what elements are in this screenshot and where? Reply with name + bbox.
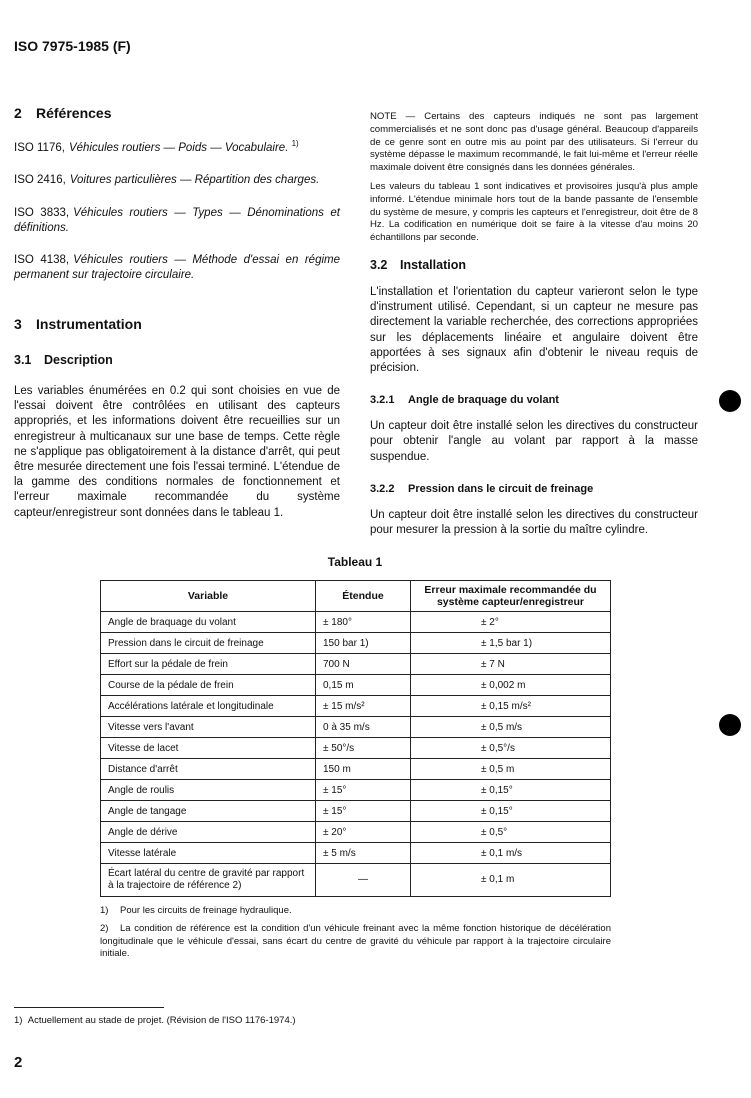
table-cell: —: [316, 864, 411, 897]
table-cell: Angle de braquage du volant: [101, 612, 316, 633]
section-3-2-1-heading: 3.2.1 Angle de braquage du volant: [370, 394, 559, 407]
table-cell: ± 0,5°: [411, 822, 611, 843]
table-row: [101, 633, 611, 654]
table-header-row: [101, 581, 611, 612]
document-id: ISO 7975-1985 (F): [14, 38, 131, 54]
table-row: [101, 801, 611, 822]
table-cell: ± 0,15 m/s²: [411, 696, 611, 717]
section-3-2-2-text: Un capteur doit être installé selon les directives du constructeur pour mesurer la pression à la sortie du maître cylindre.: [370, 508, 698, 536]
footnote-marker: 1): [291, 139, 299, 149]
table-cell: 0,15 m: [316, 675, 411, 696]
reference-iso-1176: ISO 1176, Véhicules routiers — Poids — Vocabulaire. $^{1)}$: [14, 139, 299, 154]
section-3-title: Instrumentation: [36, 316, 142, 332]
table-row: [101, 738, 611, 759]
table-row: [101, 717, 611, 738]
left-column: [14, 105, 340, 521]
table-title: Tableau 1: [327, 555, 383, 569]
section-3-2-1-text: Un capteur doit être installé selon les directives du constructeur pour obtenir l'angle au volant par rapport à la masse suspendue.: [370, 420, 698, 463]
section-2-number: 2: [14, 105, 22, 121]
table-cell: ± 0,5 m/s: [411, 717, 611, 738]
table-cell: 700 N: [316, 654, 411, 675]
table-cell: ± 7 N: [411, 654, 611, 675]
table-cell: Effort sur la pédale de frein: [101, 654, 316, 675]
data-table: [100, 580, 611, 897]
column-header: Variable: [101, 581, 316, 612]
reference-iso-2416: ISO 2416, Voitures particulières — Répartition des charges.: [14, 174, 320, 186]
section-3-2-text: L'installation et l'orientation du capteur varieront selon le type d'instrument utilisé. Cependant, si un capteur ne mesure pas directement la variable recherchée, des corrections appropriées sur les déplacements linéaire et angulaire doivent être apportées à ses signaux afin d'obtenir le niveau requis de précision.: [370, 285, 698, 374]
table-row: [101, 780, 611, 801]
table-cell: Accélérations latérale et longitudinale: [101, 696, 316, 717]
punch-hole-dot: [719, 714, 741, 736]
table-cell: Pression dans le circuit de freinage: [101, 633, 316, 654]
table-cell: ± 5 m/s: [316, 843, 411, 864]
table-cell: Angle de roulis: [101, 780, 316, 801]
table-note-1: 1) Pour les circuits de freinage hydraulique.: [100, 905, 292, 916]
table-cell: Vitesse latérale: [101, 843, 316, 864]
table-cell: 150 bar 1): [316, 633, 411, 654]
table-cell: Vitesse de lacet: [101, 738, 316, 759]
section-2-title: Références: [36, 105, 112, 121]
table-row: [101, 843, 611, 864]
table-cell: ± 20°: [316, 822, 411, 843]
table-row: [101, 822, 611, 843]
right-column: [370, 111, 698, 538]
table-cell: 0 à 35 m/s: [316, 717, 411, 738]
table-cell: ± 15°: [316, 801, 411, 822]
section-3-2-2-heading: 3.2.2 Pression dans le circuit de freinage: [370, 482, 594, 495]
reference-iso-3833: ISO 3833, Véhicules routiers — Types — Dénominations et définitions.: [14, 207, 340, 234]
table-cell: ± 0,15°: [411, 801, 611, 822]
table-cell: ± 15 m/s²: [316, 696, 411, 717]
table-row: [101, 675, 611, 696]
table-note-2: 2) La condition de référence est la condition d'un véhicule freinant avec la même fonction historique de décélération longitudinale que le véhicule d'essai, sans écart du centre de gravité du véhicule par rapport à la trajectoire circulaire initiale.: [100, 923, 611, 959]
table-cell: Course de la pédale de frein: [101, 675, 316, 696]
section-3-heading: 3 Instrumentation: [14, 316, 142, 332]
punch-hole-dot: [719, 390, 741, 412]
table-cell: Angle de dérive: [101, 822, 316, 843]
table-cell: ± 2°: [411, 612, 611, 633]
table-cell: ± 1,5 bar 1): [411, 633, 611, 654]
reference-iso-4138: ISO 4138, Véhicules routiers — Méthode d'essai en régime permanent sur trajectoire circulaire.: [14, 254, 340, 281]
table-cell: Angle de tangage: [101, 801, 316, 822]
table-cell: ± 0,15°: [411, 780, 611, 801]
section-3-1-heading: 3.1 Description: [14, 353, 113, 367]
footnote-separator: [14, 1007, 164, 1008]
table-cell: 150 m: [316, 759, 411, 780]
section-3-1-text: Les variables énumérées en 0.2 qui sont choisies en vue de l'essai doivent être contrôlées en utilisant des capteurs appropriés, et les informations doivent être recueillies sur un enregistreur à multicanaux sur une base de temps. Cette règle ne s'applique pas obligatoirement à la distance d'arrêt, qui peut être mesurée directement une fois l'essai terminé. L'étendue de la gamme des conditions normales de fonctionnement et l'erreur maximale recommandée du système capteur/enregistreur sont données dans le tableau 1.: [14, 385, 340, 519]
table-cell: Écart latéral du centre de gravité par rapport à la trajectoire de référence 2): [101, 864, 316, 897]
table-cell: ± 0,5°/s: [411, 738, 611, 759]
table-cell: ± 15°: [316, 780, 411, 801]
column-header: Erreur maximale recommandée du système capteur/enregistreur: [411, 581, 611, 612]
table-cell: ± 0,002 m: [411, 675, 611, 696]
table-cell: ± 50°/s: [316, 738, 411, 759]
table-row: [101, 612, 611, 633]
page-footnote: 1) Actuellement au stade de projet. (Révision de l'ISO 1176-1974.): [14, 1015, 296, 1026]
table-row: [101, 759, 611, 780]
table-row: [101, 864, 611, 897]
section-2-heading: [14, 105, 340, 121]
section-3-2-heading: 3.2 Installation: [370, 257, 466, 272]
table-cell: Vitesse vers l'avant: [101, 717, 316, 738]
table-cell: Distance d'arrêt: [101, 759, 316, 780]
table-cell: ± 0,5 m: [411, 759, 611, 780]
table-row: [101, 696, 611, 717]
table-cell: ± 180°: [316, 612, 411, 633]
values-paragraph: Les valeurs du tableau 1 sont indicatives et provisoires jusqu'à plus ample informé. L'étendue minimale hors tout de la bande passante de l'ensemble du système de mesure, y compris les capteurs et l'enregistreur, doit être de 8 Hz. La codification en numérique doit se faire à la vitesse d'au moins 20 échantillons par seconde.: [370, 180, 698, 244]
table-row: [101, 654, 611, 675]
table-cell: ± 0,1 m/s: [411, 843, 611, 864]
column-header: Étendue: [316, 581, 411, 612]
note-paragraph: NOTE — Certains des capteurs indiqués ne sont pas largement commercialisés et ne sont donc pas d'usage général. Beaucoup d'appareils de ce genre sont en outre mis au point par des utilisateurs. Si l'erreur du système dépasse le maximum recommandé, le fait lui-même et l'erreur réelle maximale doivent être consignés dans les données générales.: [370, 111, 698, 174]
table-cell: ± 0,1 m: [411, 864, 611, 897]
page-number: 2: [14, 1054, 23, 1071]
